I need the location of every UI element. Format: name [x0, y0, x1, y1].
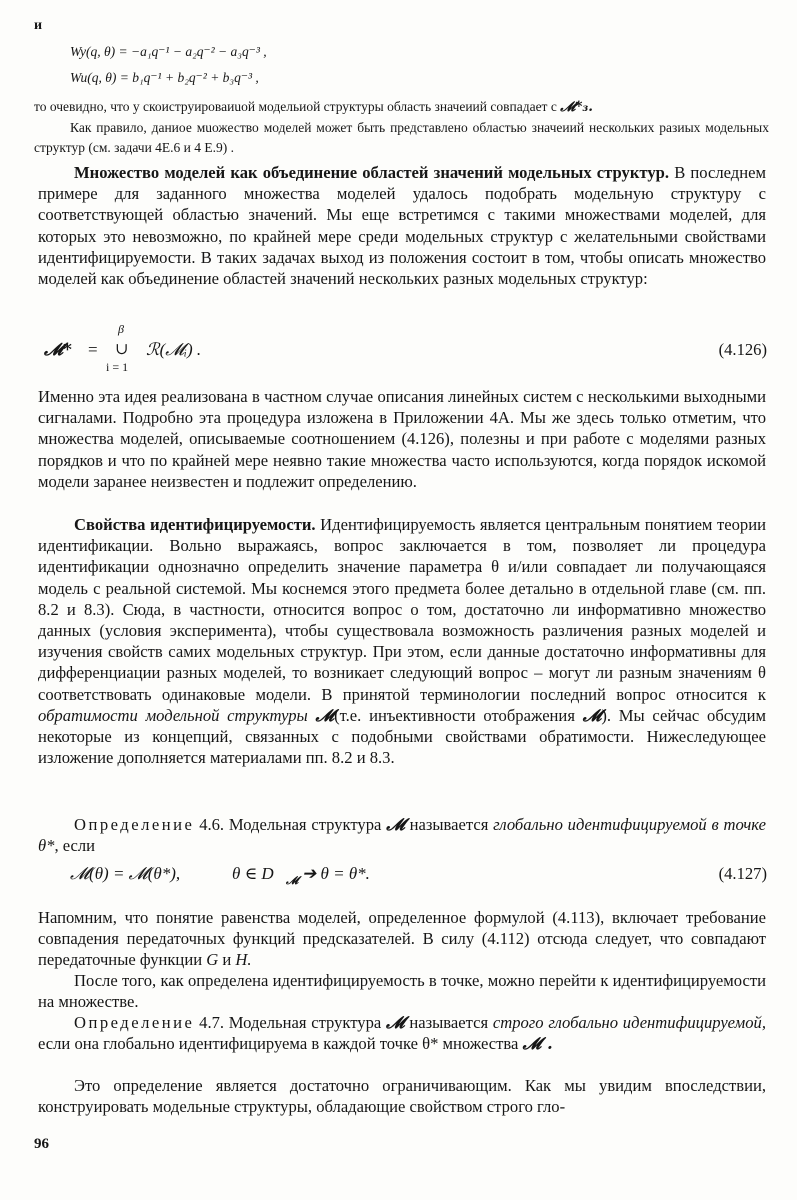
definition-4-7-term: строго глобально идентифицируемой,	[492, 1013, 766, 1032]
and-word: и	[34, 18, 43, 33]
injectivity-text: (т.е. инъективности отображения	[334, 705, 575, 725]
rule-paragraph: Как правило, даниое мuожество моделей может быть представлено областью значеиий нескольких разиых модельных структур (см. задачи 4Е.6 и 4 Е.9) .	[34, 120, 769, 155]
eq-4-127-subscript: 𝓜	[286, 874, 299, 887]
section-model-sets-text: В последнем примере для заданного множества моделей удалось подобрать модельную структуру с соответствующей областью значений. Мы еще встретимся с такими множествами моделей, для которых это невозможно, по крайней мере среди модельных структур с желательными свойствами идентифицируемости. В таких задачах выход из положения состоит в том, чтобы описать множество моделей как объединение областей значений нескольких разных модельных структур:	[38, 163, 766, 289]
definition-4-7-text-a: Модельная структура	[228, 1013, 382, 1032]
model-symbol: 𝓜	[386, 1012, 405, 1032]
paragraph-restrictive-text: Это определение является достаточно ограничивающим. Как мы увидим впоследствии, конструировать модельные структуры, обладающие свойством строго гло-	[38, 1076, 766, 1117]
wu-formula: Wu(q, θ) = b₁q⁻¹ + b₂q⁻² + b₃q⁻³ ,	[70, 70, 259, 85]
paragraph-restrictive	[38, 1075, 766, 1117]
eq-4-127-formula-a: 𝓜(θ) = 𝓜(θ*),	[70, 864, 181, 883]
model-symbol: 𝓜	[315, 704, 335, 725]
word-and: и	[222, 950, 232, 970]
eq-4-127-number: (4.127)	[718, 864, 767, 883]
definition-4-6-text-b: называется	[409, 815, 489, 834]
definition-4-6-number: 4.6.	[199, 815, 225, 834]
page-number: 96	[34, 1136, 49, 1152]
eq-4-126-union-symbol: ∪	[115, 341, 129, 358]
definition-4-7-text-b: называется	[409, 1013, 489, 1032]
symbol-g: G	[206, 950, 219, 970]
paragraph-equality	[38, 907, 766, 971]
note-line	[34, 97, 593, 117]
definition-4-7-number: 4.7.	[199, 1013, 225, 1032]
invertibility-term: обратимости модельной структуры	[38, 705, 308, 725]
eq-4-126-number: (4.126)	[718, 340, 767, 359]
eq-4-126-rhs: ℛ(𝓜ᵢ) .	[146, 340, 202, 359]
definition-4-7-label: Определение	[74, 1013, 195, 1032]
definition-4-6	[38, 814, 766, 856]
section-identifiability-text-end: ). Мы сейчас обсудим некоторые из концепций, связанных с подобными свойствами обратимости. Нижеследующее изложение дополняется материалами пп. 8.2 и 8.3.	[38, 705, 767, 768]
paragraph-multioutput	[38, 386, 766, 492]
paragraph-set-identifiability	[38, 970, 766, 1012]
section-identifiability	[38, 514, 766, 768]
section-model-sets-heading: Множество моделей как объединение областей значений модельных структур.	[74, 163, 670, 182]
eq-4-126-equals: =	[88, 340, 98, 359]
definition-4-6-text-a: Модельная структура	[228, 815, 382, 834]
definition-4-7	[38, 1012, 766, 1054]
wy-formula: Wy(q, θ) = −a₁q⁻¹ − a₂q⁻² − a₃q⁻³ ,	[70, 44, 267, 59]
eq-4-126-union-upper: β	[118, 322, 124, 336]
model-symbol: 𝓜 .	[522, 1033, 553, 1054]
eq-4-127-formula-c: ➔ θ = θ*.	[302, 864, 370, 883]
eq-4-127-formula-b: θ ∈ D	[232, 864, 274, 883]
paragraph-equality-text: Напомним, что понятие равенства моделей, определенное формулой (4.113), включает требование совпадения передаточных функций предсказателей. В силу (4.112) отсюда следует, что совпадают передаточные функции	[38, 908, 766, 970]
note-symbol: 𝓜*₃.	[560, 99, 593, 115]
note-line-text: то очевидно, что у скоиструироваиuой модельиой структуры область значеиий совпадает с	[34, 99, 557, 114]
symbol-h: H.	[235, 950, 252, 970]
model-symbol: 𝓜	[582, 704, 602, 725]
section-identifiability-text: Идентифицируемость является центральным понятием теории идентификации. Вольно выражаясь, вопрос заключается в том, позволяет ли процедура идентификации однозначно определить значение параметра θ и/или совпадает ли получающаяся модель с реальной системой. Мы коснемся этого предмета более детально в отдельной главе (см. пп. 8.2 и 8.3). Сюда, в частности, относится вопрос о том, достаточно ли информативно множество данных (условия эксперимента), чтобы существовала возможность различения разных моделей и изучения свойств самих модельных структур. При этом, если данные достаточно информативны для дифференциации разных моделей, то возникает следующий вопрос – могут ли разным значениям θ соответствовать одинаковые модели. В принятой терминологии последний вопрос относится к	[38, 515, 766, 704]
paragraph-multioutput-text: Именно эта идея реализована в частном случае описания линейных систем с несколькими выходными сигналами. Подробно эта процедура изложена в Приложении 4А. Мы же здесь только отметим, что множества моделей, описываемые соотношением (4.126), полезны и при работе с моделями разных порядков и что по крайней мере неявно такие множества часто используются, когда порядок искомой модели заранее неизвестен и подлежит определению.	[38, 387, 766, 491]
paragraph-set-identifiability-text: После того, как определена идентифицируемость в точке, можно перейти к идентифицируемости на множестве.	[38, 971, 766, 1012]
definition-4-6-text-c: , если	[54, 836, 96, 856]
section-model-sets	[38, 162, 766, 289]
definition-4-7-text-c: если она глобально идентифицируема в каждой точке θ* множества	[38, 1034, 519, 1054]
eq-4-126-union-lower: i = 1	[106, 360, 129, 374]
definition-4-6-term: глобально идентифицируемой в точке θ*	[38, 815, 766, 856]
definition-4-6-label: Определение	[74, 815, 195, 834]
eq-4-126-lhs: 𝓜*	[44, 340, 72, 360]
section-identifiability-heading: Свойства идентифицируемости.	[74, 515, 316, 534]
model-symbol: 𝓜	[386, 814, 405, 834]
